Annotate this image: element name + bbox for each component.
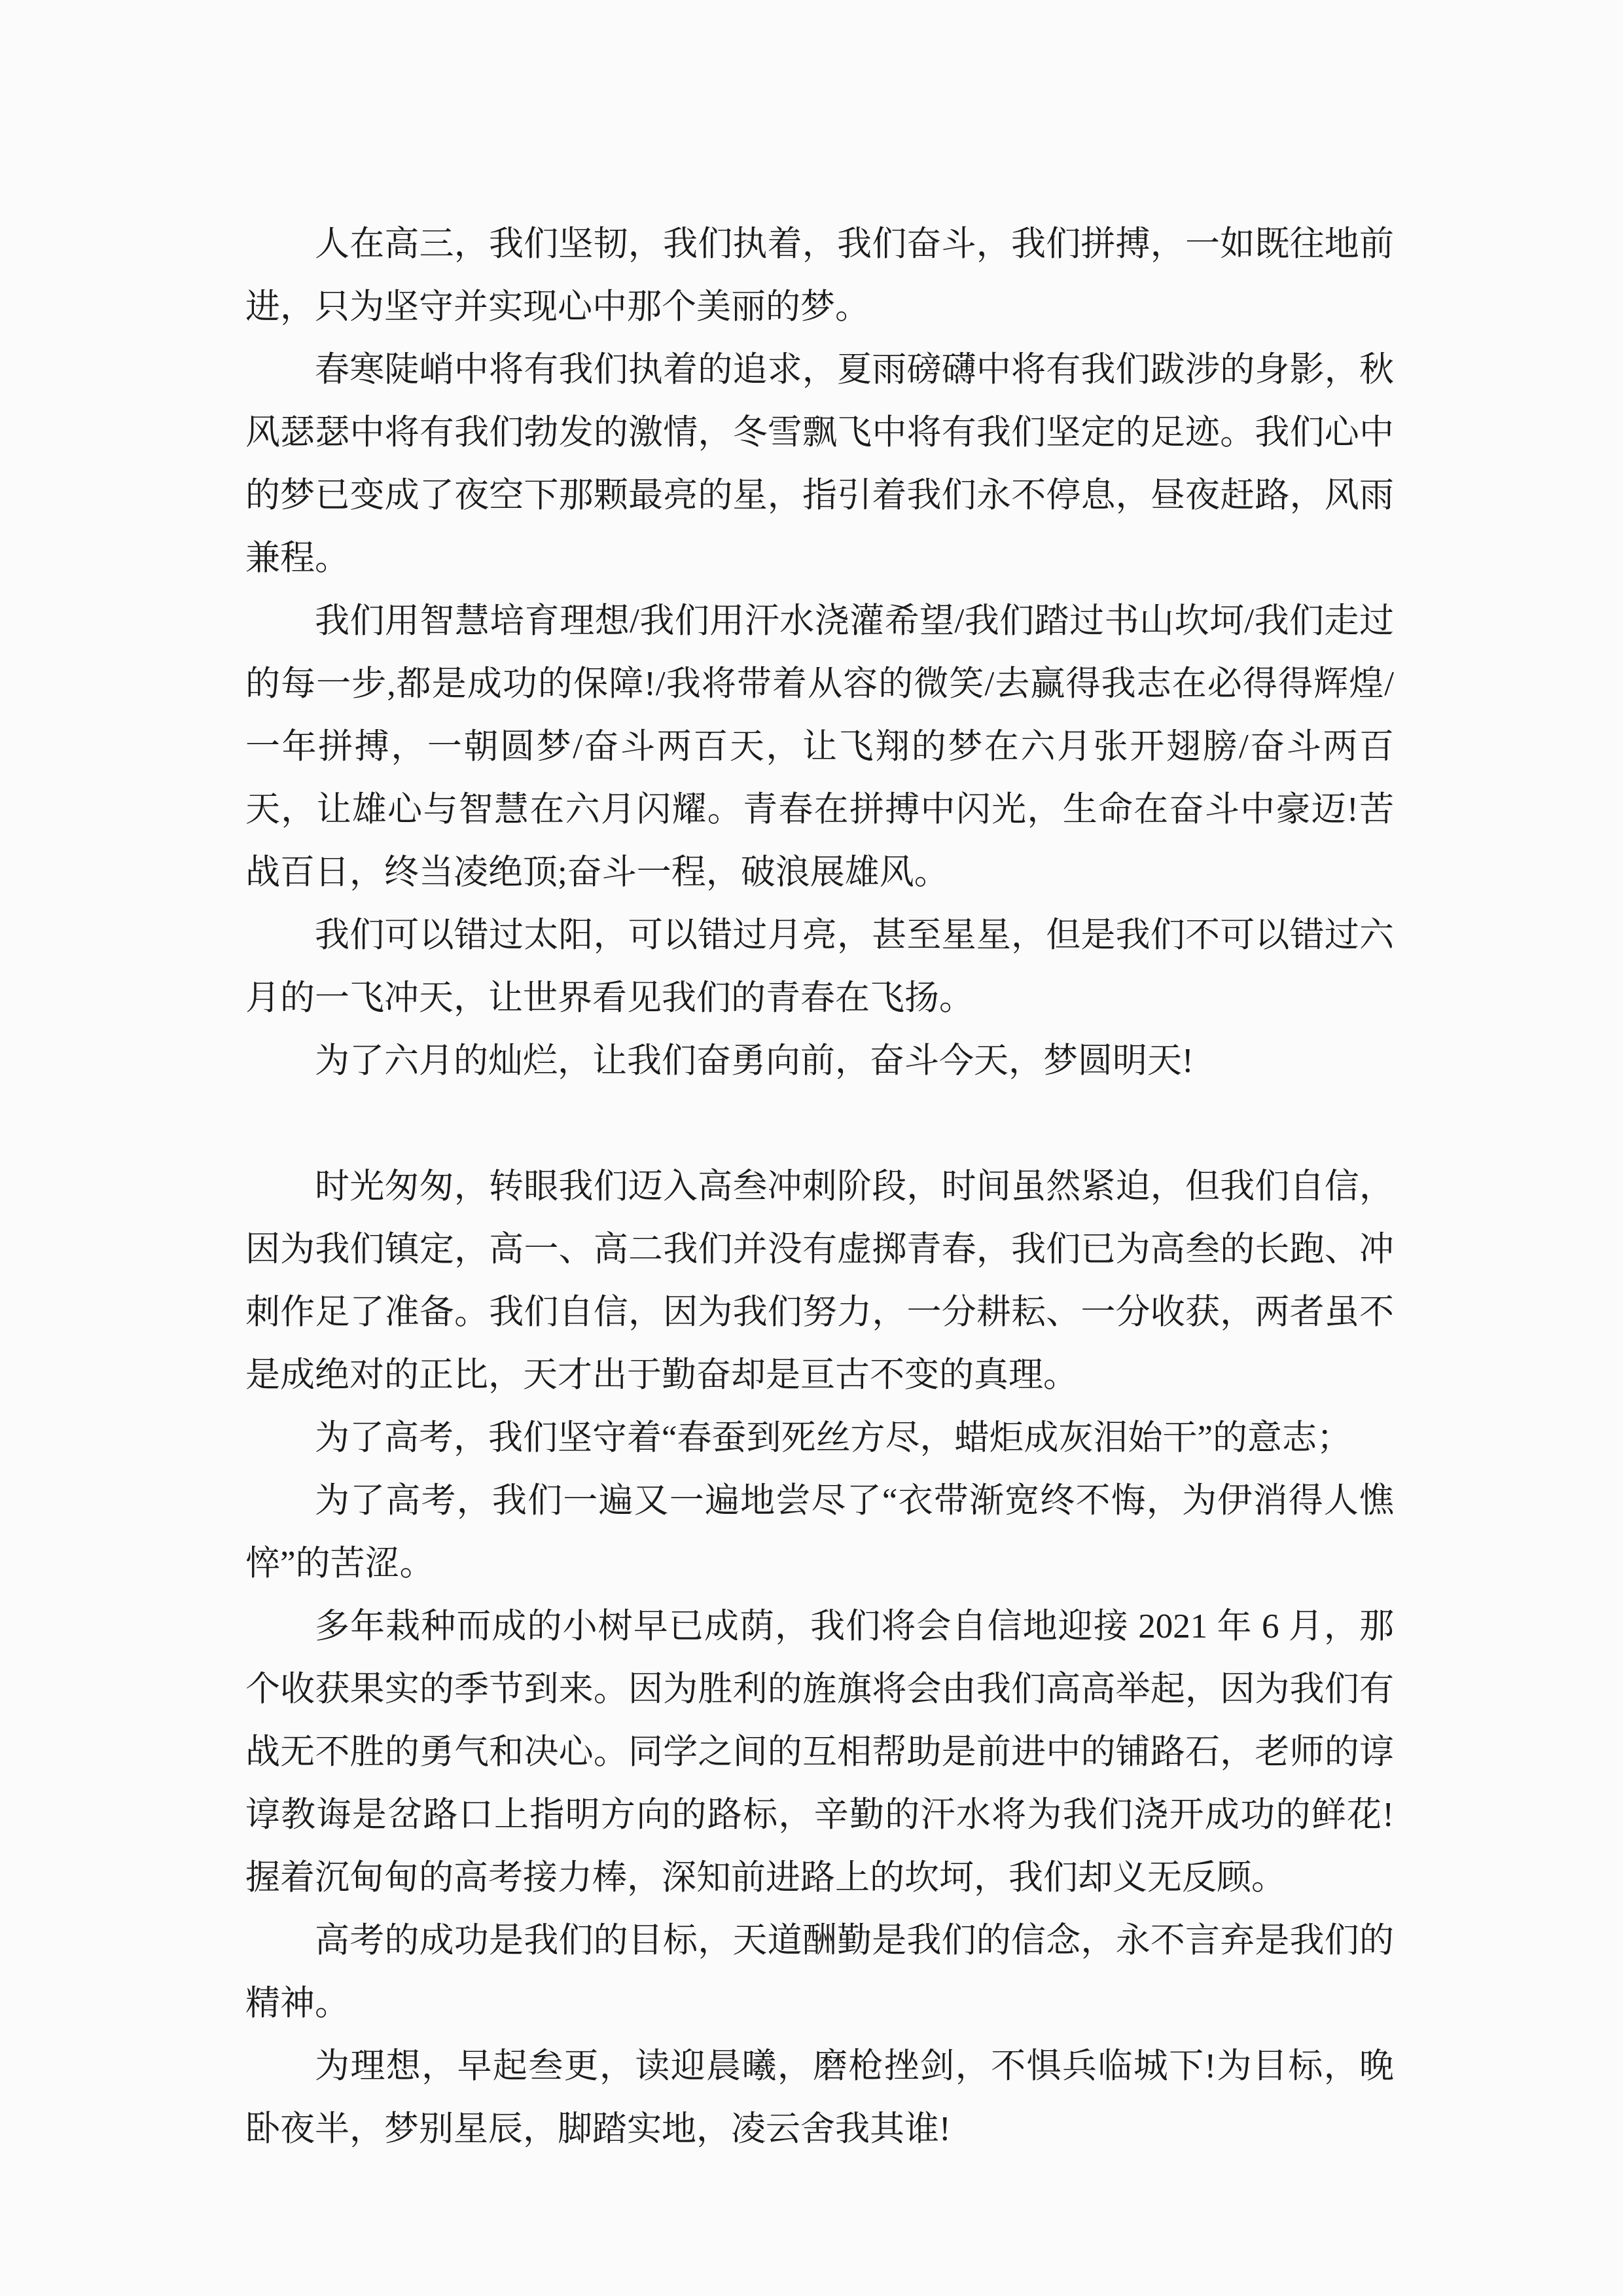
paragraph: 为了六月的灿烂，让我们奋勇向前，奋斗今天，梦圆明天! — [315, 1042, 1194, 1080]
paragraph: 为了高考，我们一遍又一遍地尝尽了“衣带渐宽终不悔，为伊消得人憔悴”的苦涩。 — [245, 1482, 1394, 1583]
paragraph: 为了高考，我们坚守着“春蚕到死丝方尽，蜡炬成灰泪始干”的意志； — [315, 1419, 1352, 1457]
paragraph: 时光匆匆，转眼我们迈入高叁冲刺阶段，时间虽然紧迫，但我们自信，因为我们镇定，高一、高二我们并没有虚掷青春，我们已为高叁的长跑、冲刺作足了准备。我们自信，因为我们努力，一分耕耘、一分收获，两者虽不是成绝对的正比，天才出于勤奋却是亘古不变的真理。 — [245, 1168, 1394, 1394]
paragraph: 多年栽种而成的小树早已成荫，我们将会自信地迎接 2021 年 6 月，那个收获果实的季节到来。因为胜利的旌旗将会由我们高高举起，因为我们有战无不胜的勇气和决心。同学之间的互相帮助是前进中的铺路石，老师的谆谆教诲是岔路口上指明方向的路标，辛勤的汗水将为我们浇开成功的鲜花!握着沉甸甸的高考接力棒，深知前进路上的坎坷，我们却义无反顾。 — [245, 1607, 1394, 1897]
paragraph: 人在高三，我们坚韧，我们执着，我们奋斗，我们拼搏，一如既往地前进，只为坚守并实现心中那个美丽的梦。 — [245, 225, 1394, 326]
essay-body — [245, 213, 1394, 2161]
paragraph: 为理想，早起叁更，读迎晨曦，磨枪挫剑，不惧兵临城下!为目标，晚卧夜半，梦别星辰，脚踏实地，凌云舍我其谁! — [245, 2047, 1394, 2148]
paragraph: 我们用智慧培育理想/我们用汗水浇灌希望/我们踏过书山坎坷/我们走过的每一步,都是成功的保障!/我将带着从容的微笑/去赢得我志在必得得辉煌/一年拼搏，一朝圆梦/奋斗两百天，让飞翔的梦在六月张开翅膀/奋斗两百天，让雄心与智慧在六月闪耀。青春在拼搏中闪光，生命在奋斗中豪迈!苦战百日，终当凌绝顶;奋斗一程，破浪展雄风。 — [245, 602, 1394, 891]
paragraph: 高考的成功是我们的目标，天道酬勤是我们的信念，永不言弃是我们的精神。 — [245, 1922, 1394, 2022]
paragraph: 我们可以错过太阳，可以错过月亮，甚至星星，但是我们不可以错过六月的一飞冲天，让世界看见我们的青春在飞扬。 — [245, 916, 1394, 1017]
paragraph: 春寒陡峭中将有我们执着的追求，夏雨磅礴中将有我们跋涉的身影，秋风瑟瑟中将有我们勃发的激情，冬雪飘飞中将有我们坚定的足迹。我们心中的梦已变成了夜空下那颗最亮的星，指引着我们永不停息，昼夜赶路，风雨兼程。 — [245, 351, 1394, 577]
